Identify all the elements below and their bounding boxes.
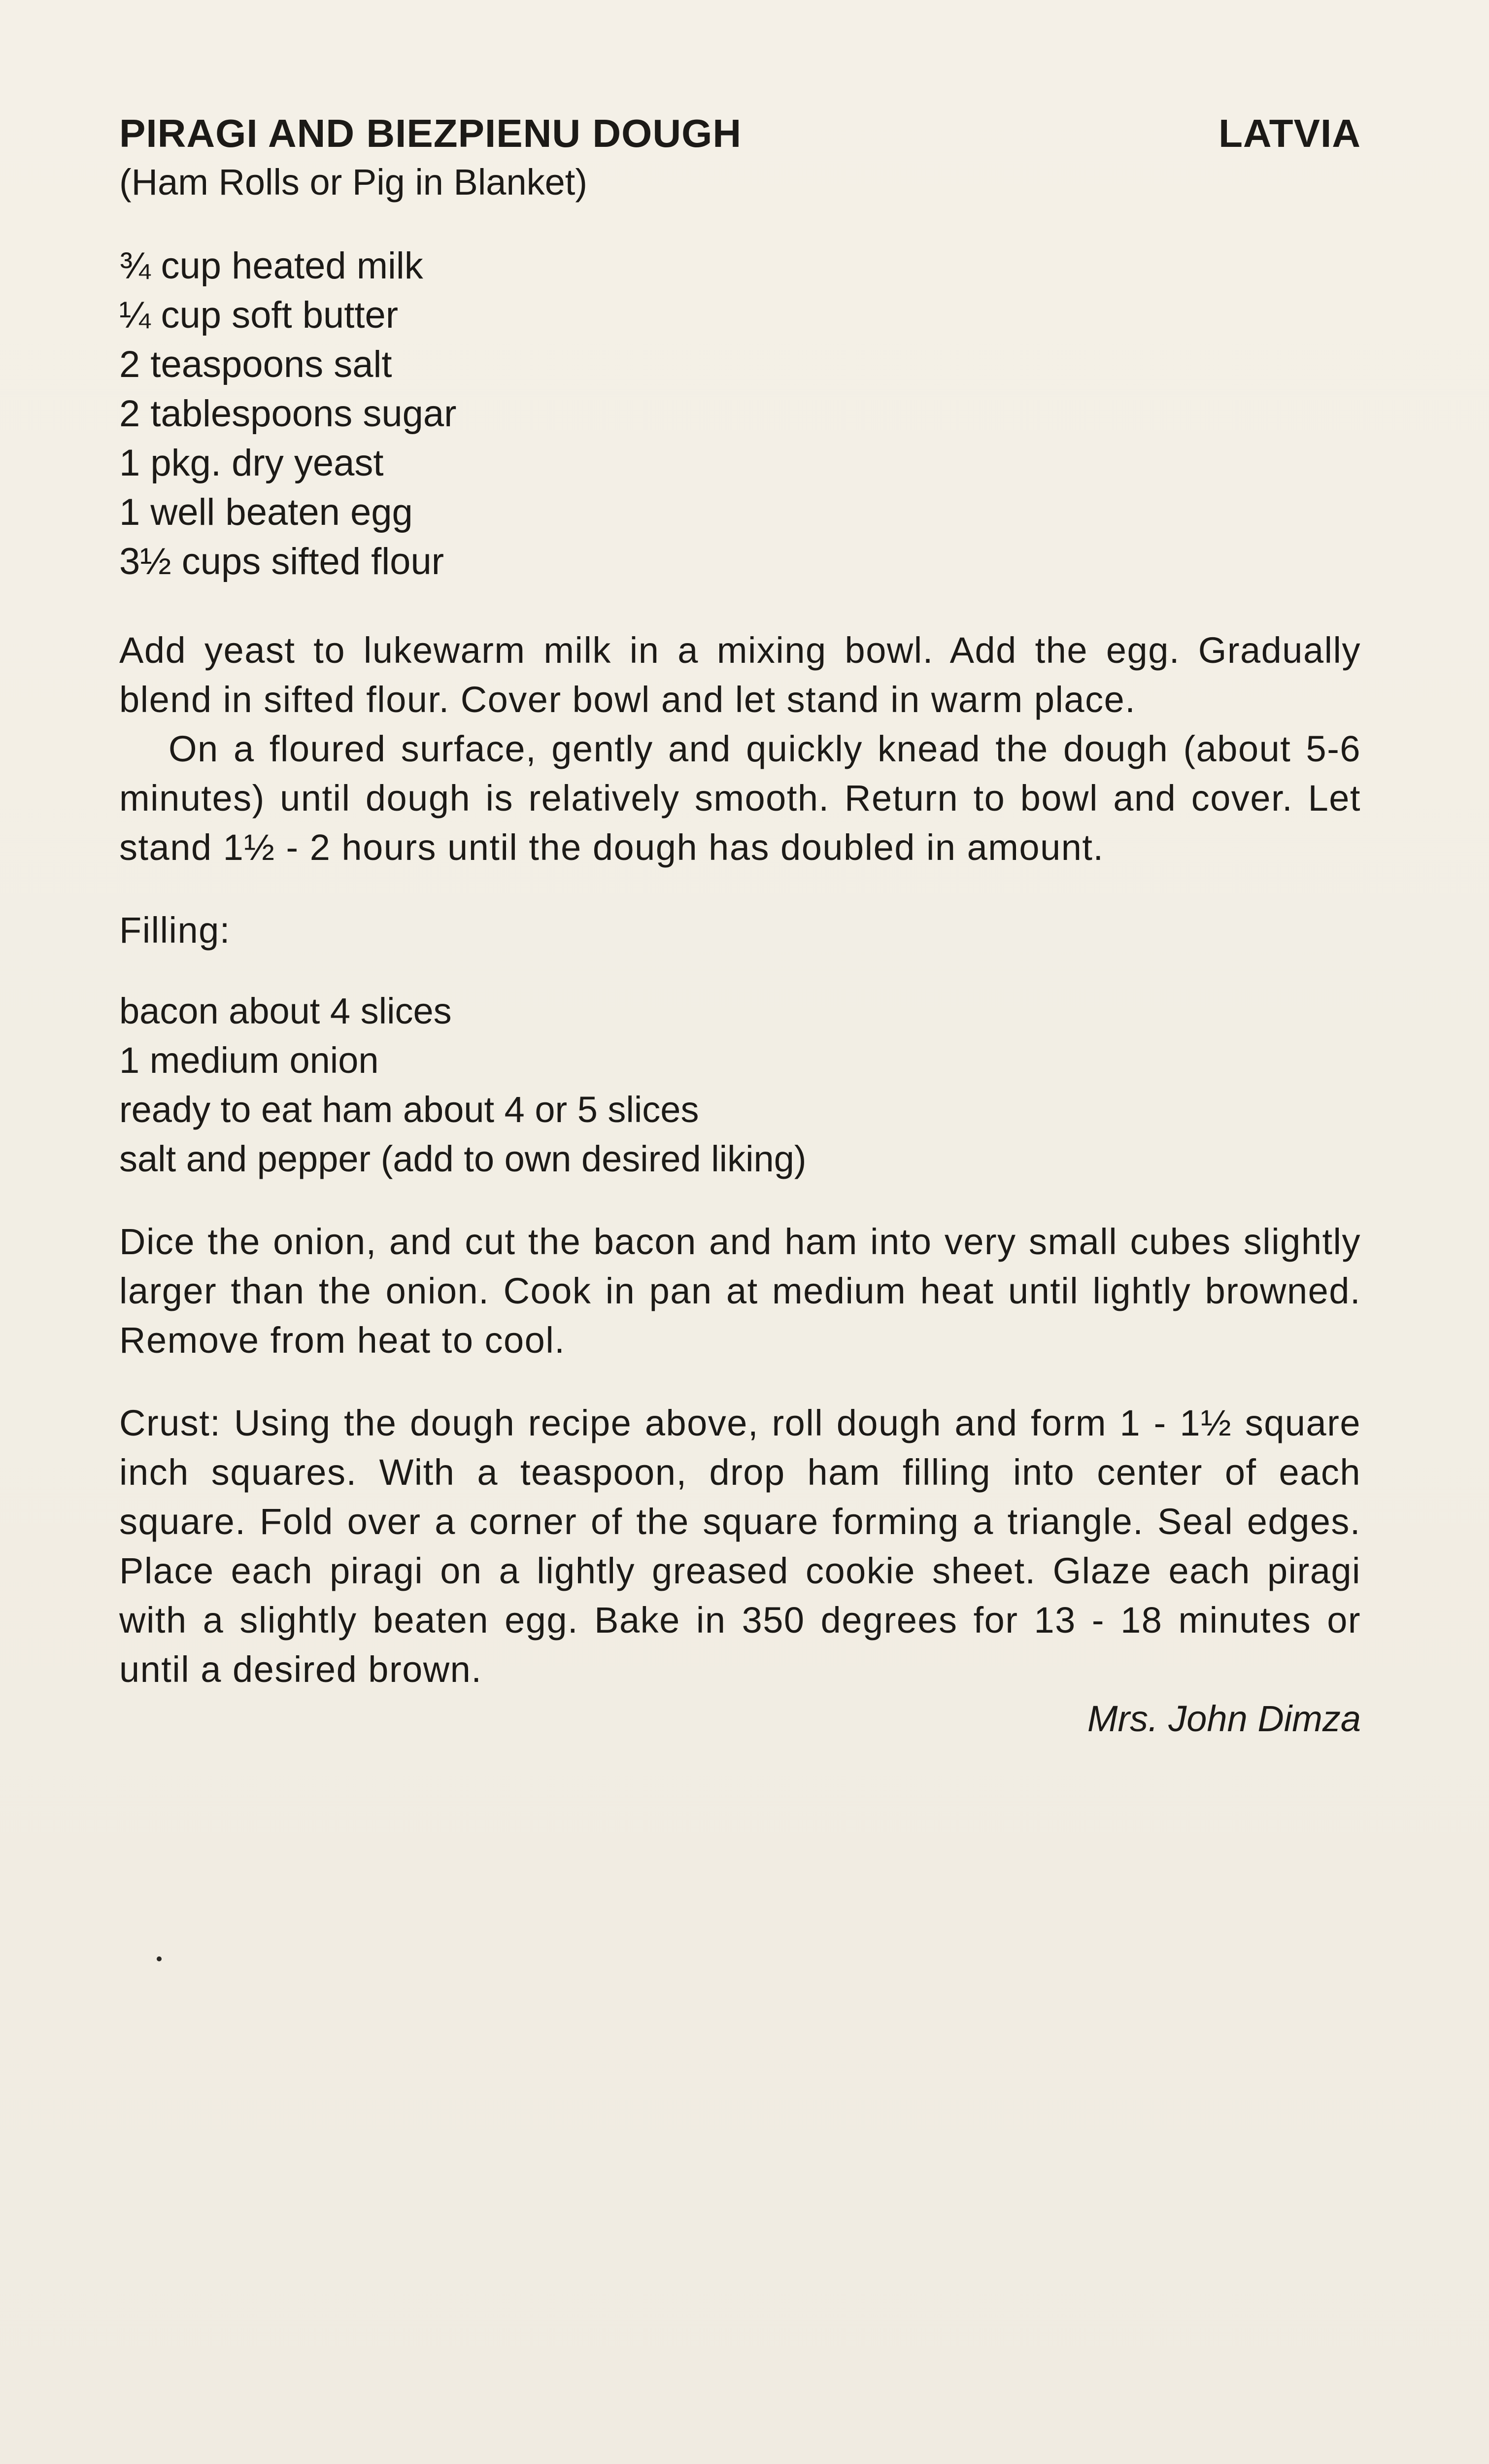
ingredient-item: 1 pkg. dry yeast (119, 442, 384, 484)
filling-item: 1 medium onion (119, 1040, 379, 1081)
crust-directions: Crust: Using the dough recipe above, roll dough and form 1 - 1½ square inch squares. With a teaspoon, drop ham filling into center of each square. Fold over a corner of the square forming a triangle. Seal edges. Place each piragi on a lightly greased cookie sheet. Glaze each piragi with a slightly beaten egg. Bake in 350 degrees for 13 - 18 minutes or until a desired brown. (119, 1403, 1361, 1690)
filling-item: salt and pepper (add to own desired liking) (119, 1138, 807, 1179)
ink-dot (157, 1956, 162, 1961)
ingredient-item: ¾ cup heated milk (119, 245, 423, 287)
recipe-signature: Mrs. John Dimza (1087, 1698, 1361, 1739)
ingredient-item: 3½ cups sifted flour (119, 541, 444, 582)
recipe-header (119, 111, 1361, 156)
filling-item: ready to eat ham about 4 or 5 slices (119, 1089, 699, 1130)
ingredient-item: 2 teaspoons salt (119, 343, 392, 385)
recipe-content (119, 111, 1361, 1744)
ingredient-item: 2 tablespoons sugar (119, 393, 457, 435)
ingredient-item: ¼ cup soft butter (119, 294, 399, 336)
ingredient-item: 1 well beaten egg (119, 491, 413, 533)
filling-list (119, 987, 1361, 1184)
recipe-country: LATVIA (1218, 111, 1361, 155)
filling-directions: Dice the onion, and cut the bacon and ham into very small cubes slightly larger than the onion. Cook in pan at medium heat until lightly browned. Remove from heat to cool. (119, 1221, 1361, 1361)
recipe-title: PIRAGI AND BIEZPIENU DOUGH (119, 111, 742, 155)
filling-label: Filling: (119, 910, 231, 951)
knead-directions: On a floured surface, gently and quickly knead the dough (about 5-6 minutes) until dough is relatively smooth. Return to bowl and cover. Let stand 1½ - 2 hours until the dough has doubled in amount. (119, 728, 1361, 868)
dough-directions: Add yeast to lukewarm milk in a mixing bowl. Add the egg. Gradually blend in sifted flour. Cover bowl and let stand in warm place. (119, 630, 1361, 720)
filling-item: bacon about 4 slices (119, 991, 452, 1031)
recipe-subtitle: (Ham Rolls or Pig in Blanket) (119, 162, 587, 203)
ingredient-list (119, 241, 1361, 586)
